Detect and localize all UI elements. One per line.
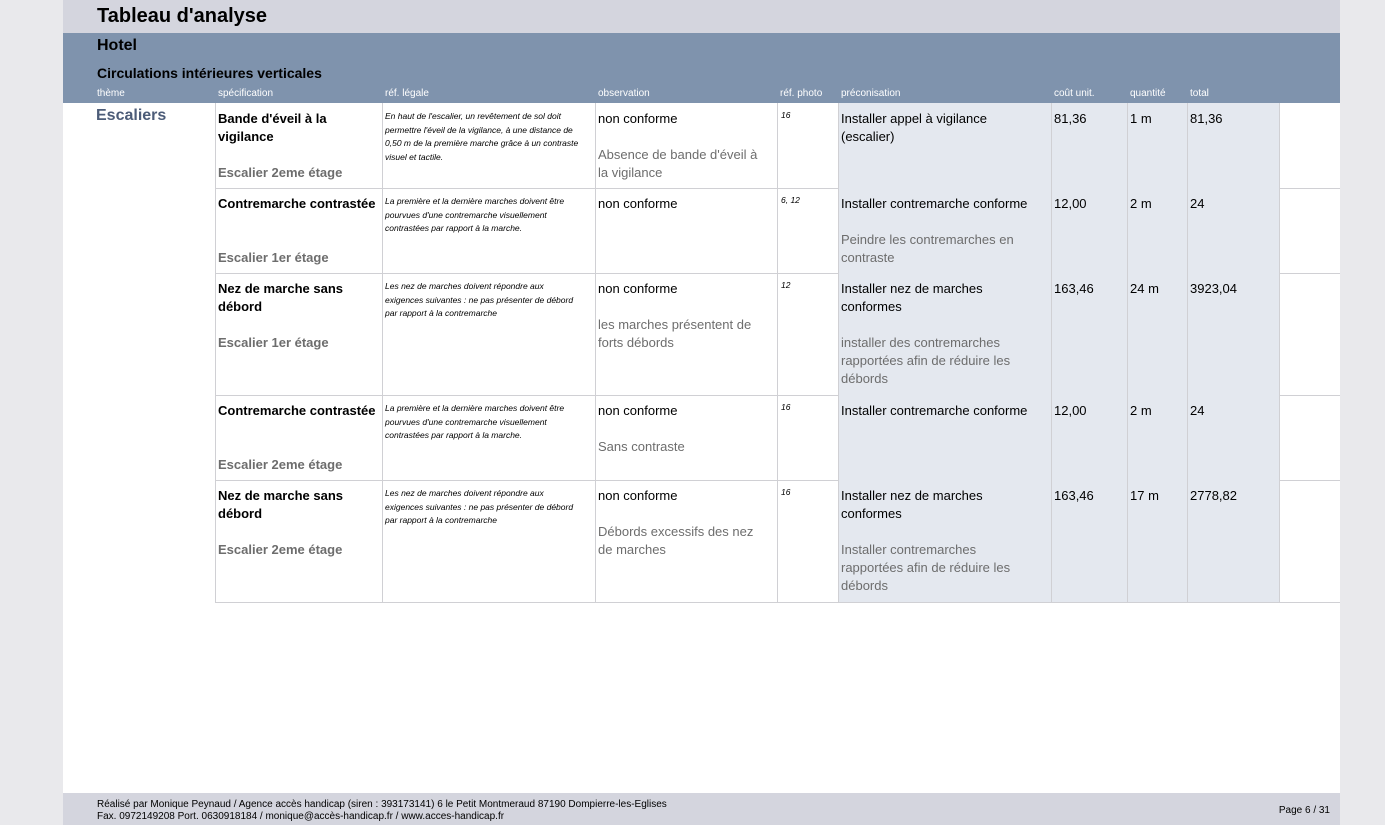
row-quantity: 24 m [1130,281,1159,296]
row-preconisation: Installer nez de marches conformes [841,488,983,521]
page-title: Tableau d'analyse [97,5,268,27]
footer-author-line: Réalisé par Monique Peynaud / Agence accès handicap (siren : 393173141) 6 le Petit Montmeraud 87190 Dompierre-les-Eglises [97,799,667,810]
row-preconisation: Installer contremarche conforme [841,403,1028,418]
row-photo-ref: 6, 12 [781,195,800,205]
row-observation: non conforme [598,403,678,418]
row-total: 3923,04 [1190,281,1237,296]
row-preconisation: Installer nez de marches conformes [841,281,983,314]
row-location: Escalier 1er étage [218,335,329,350]
row-observation-detail: Absence de bande d'éveil à la vigilance [598,147,758,180]
page-footer [63,793,1340,825]
footer-contact-line: Fax. 0972149208 Port. 0630918184 / monique@accès-handicap.fr / www.acces-handicap.fr [97,811,505,822]
row-legal-ref: La première et la dernière marches doivent être pourvues d'une contremarche visuellement contrastées par rapport à la marche. [385,196,565,233]
row-location: Escalier 2eme étage [218,165,343,180]
row-unit-cost: 12,00 [1054,196,1087,211]
row-observation: non conforme [598,111,678,126]
title-bar [63,0,1340,33]
row-photo-ref: 16 [781,402,791,412]
row-legal-ref: Les nez de marches doivent répondre aux exigences suivantes : ne pas présenter de débord par rapport à la contremarche [385,488,574,525]
row-observation-detail: Débords excessifs des nez de marches [598,524,754,557]
row-quantity: 17 m [1130,488,1159,503]
row-preconisation-detail: Peindre les contremarches en contraste [841,232,1014,265]
row-specification: Contremarche contrastée [218,403,376,418]
row-unit-cost: 81,36 [1054,111,1087,126]
row-total: 24 [1190,403,1205,418]
table-row [63,103,1340,188]
row-total: 2778,82 [1190,488,1237,503]
table-row [63,480,1340,602]
row-quantity: 1 m [1130,111,1152,126]
column-header-theme: thème [97,88,125,99]
row-specification: Bande d'éveil à la vigilance [218,111,327,144]
row-photo-ref: 12 [781,280,791,290]
row-preconisation-detail: Installer contremarches rapportées afin de réduire les débords [841,542,1011,593]
column-header-ref: réf. légale [385,88,429,99]
row-total: 24 [1190,196,1205,211]
row-quantity: 2 m [1130,196,1152,211]
row-preconisation: Installer contremarche conforme [841,196,1028,211]
table-row [63,188,1340,273]
row-observation-detail: Sans contraste [598,439,685,454]
row-location: Escalier 2eme étage [218,542,343,557]
row-specification: Nez de marche sans débord [218,281,344,314]
row-photo-ref: 16 [781,110,791,120]
row-observation-detail: les marches présentent de forts débords [598,317,752,350]
row-total: 81,36 [1190,111,1223,126]
row-unit-cost: 12,00 [1054,403,1087,418]
row-location: Escalier 2eme étage [218,457,343,472]
row-preconisation-detail: installer des contremarches rapportées afin de réduire les débords [841,335,1011,386]
column-header-cost: coût unit. [1054,88,1095,99]
row-specification: Nez de marche sans débord [218,488,344,521]
row-quantity: 2 m [1130,403,1152,418]
row-specification: Contremarche contrastée [218,196,376,211]
row-legal-ref: En haut de l'escalier, un revêtement de sol doit permettre l'éveil de la vigilance, à une distance de 0,50 m de la première marche grâce à un contraste visuel et tactile. [385,111,579,162]
row-preconisation: Installer appel à vigilance (escalier) [841,111,987,144]
column-header-total: total [1190,88,1209,99]
column-header-observation: observation [598,88,650,99]
subsection-title: Circulations intérieures verticales [97,65,322,81]
column-header-photo: réf. photo [780,88,823,99]
row-unit-cost: 163,46 [1054,488,1094,503]
column-header-spec: spécification [218,88,274,99]
theme-label: Escaliers [96,107,167,124]
report-page [63,0,1340,825]
section-title: Hotel [97,37,137,54]
page-number: Page 6 / 31 [1278,805,1330,816]
row-legal-ref: La première et la dernière marches doivent être pourvues d'une contremarche visuellement contrastées par rapport à la marche. [385,403,565,440]
row-unit-cost: 163,46 [1054,281,1094,296]
row-observation: non conforme [598,281,678,296]
row-observation: non conforme [598,196,678,211]
row-location: Escalier 1er étage [218,250,329,265]
row-photo-ref: 16 [781,487,791,497]
row-observation: non conforme [598,488,678,503]
column-header-preconisation: préconisation [841,88,901,99]
column-header-quantity: quantité [1130,88,1166,99]
table-row [63,395,1340,480]
table-row [63,273,1340,395]
row-legal-ref: Les nez de marches doivent répondre aux exigences suivantes : ne pas présenter de débord par rapport à la contremarche [385,281,574,318]
